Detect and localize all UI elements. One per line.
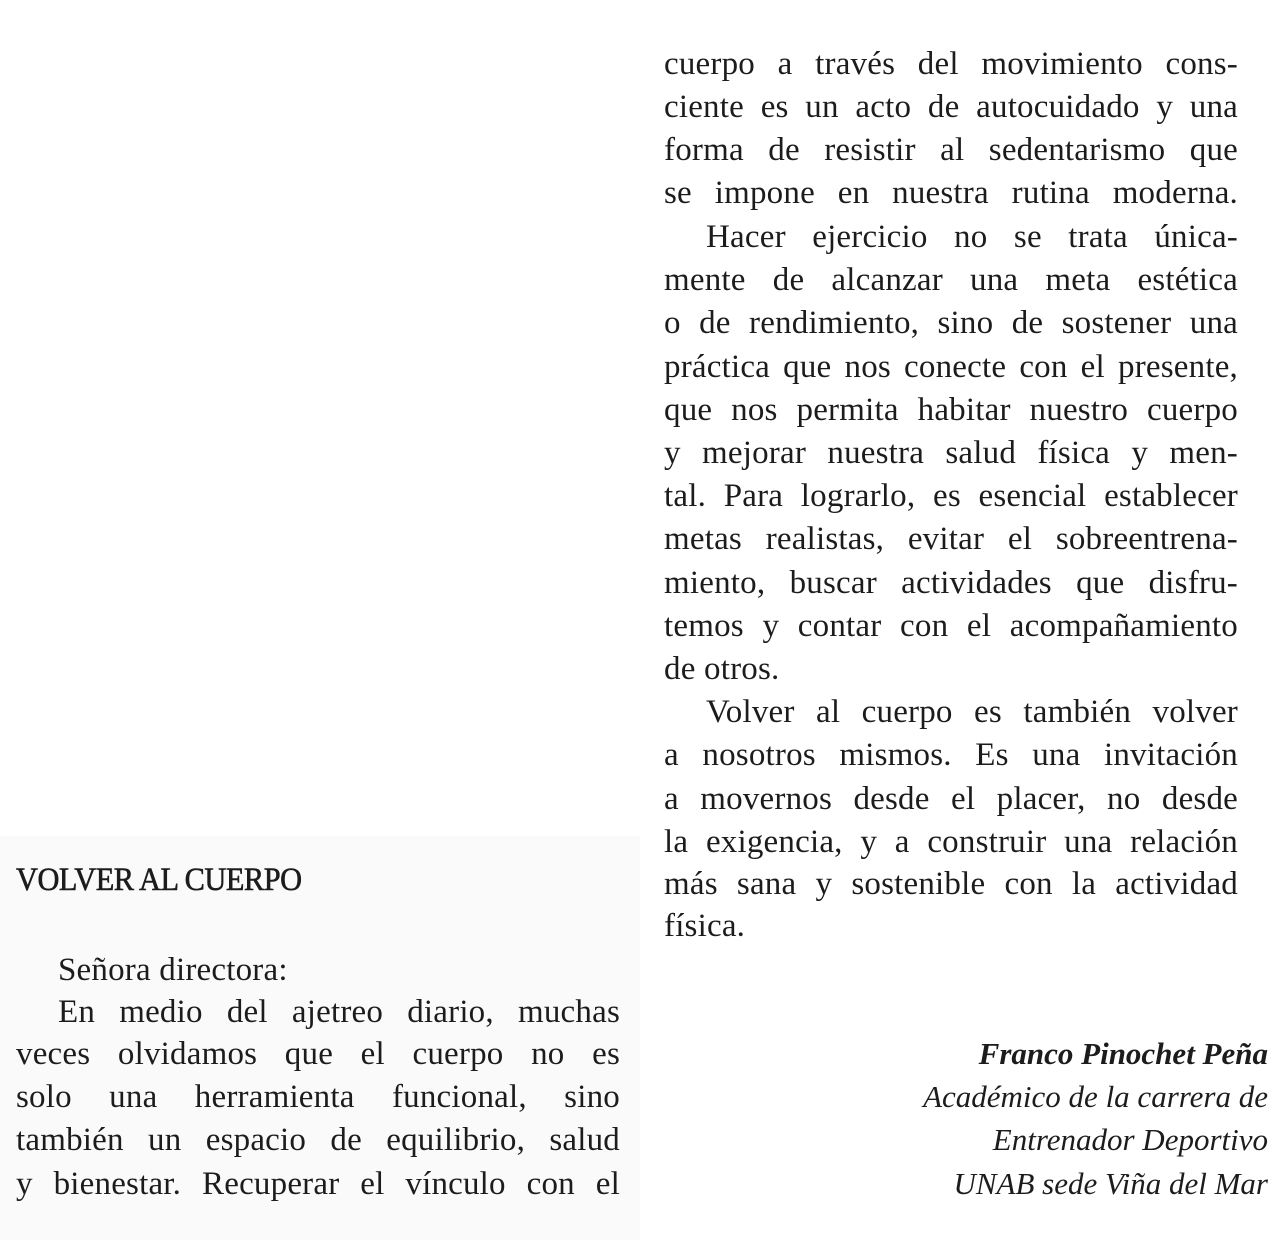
- body-line: cuerpo a través del movimiento cons-: [664, 46, 1238, 82]
- body-line: metas realistas, evitar el sobreentrena-: [664, 521, 1238, 557]
- body-line: veces olvidamos que el cuerpo no es: [16, 1036, 620, 1072]
- body-line: a movernos desde el placer, no desde: [664, 781, 1238, 817]
- body-line: En medio del ajetreo diario, muchas: [58, 994, 620, 1030]
- body-line: de otros.: [664, 651, 780, 687]
- body-line: mente de alcanzar una meta estética: [664, 262, 1238, 298]
- body-line: o de rendimiento, sino de sostener una: [664, 305, 1238, 341]
- salutation: Señora directora:: [58, 952, 288, 988]
- body-line: forma de resistir al sedentarismo que: [664, 132, 1238, 168]
- signature-institution: UNAB sede Viña del Mar: [953, 1166, 1268, 1201]
- signature-name: Franco Pinochet Peña: [978, 1036, 1268, 1071]
- body-line: tal. Para lograrlo, es esencial establecer: [664, 478, 1238, 514]
- body-line: que nos permita habitar nuestro cuerpo: [664, 392, 1238, 428]
- body-line: Volver al cuerpo es también volver: [706, 694, 1238, 730]
- body-line: también un espacio de equilibrio, salud: [16, 1122, 620, 1158]
- signature-role: Académico de la carrera de: [923, 1079, 1268, 1114]
- body-line: y mejorar nuestra salud física y men-: [664, 435, 1238, 471]
- body-line: práctica que nos conecte con el presente,: [664, 349, 1238, 385]
- body-line: solo una herramienta funcional, sino: [16, 1079, 620, 1115]
- body-line: a nosotros mismos. Es una invitación: [664, 737, 1238, 773]
- body-line: más sana y sostenible con la actividad: [664, 866, 1238, 902]
- body-line: y bienestar. Recuperar el vínculo con el: [16, 1166, 620, 1202]
- letter-title: VOLVER AL CUERPO: [16, 862, 302, 898]
- body-line: la exigencia, y a construir una relación: [664, 824, 1238, 860]
- body-line: ciente es un acto de autocuidado y una: [664, 89, 1238, 125]
- body-line: física.: [664, 908, 746, 944]
- body-line: miento, buscar actividades que disfru-: [664, 565, 1238, 601]
- body-line: Hacer ejercicio no se trata única-: [706, 219, 1238, 255]
- body-line: se impone en nuestra rutina moderna.: [664, 175, 1238, 211]
- signature-program: Entrenador Deportivo: [992, 1122, 1268, 1157]
- body-line: temos y contar con el acompañamiento: [664, 608, 1238, 644]
